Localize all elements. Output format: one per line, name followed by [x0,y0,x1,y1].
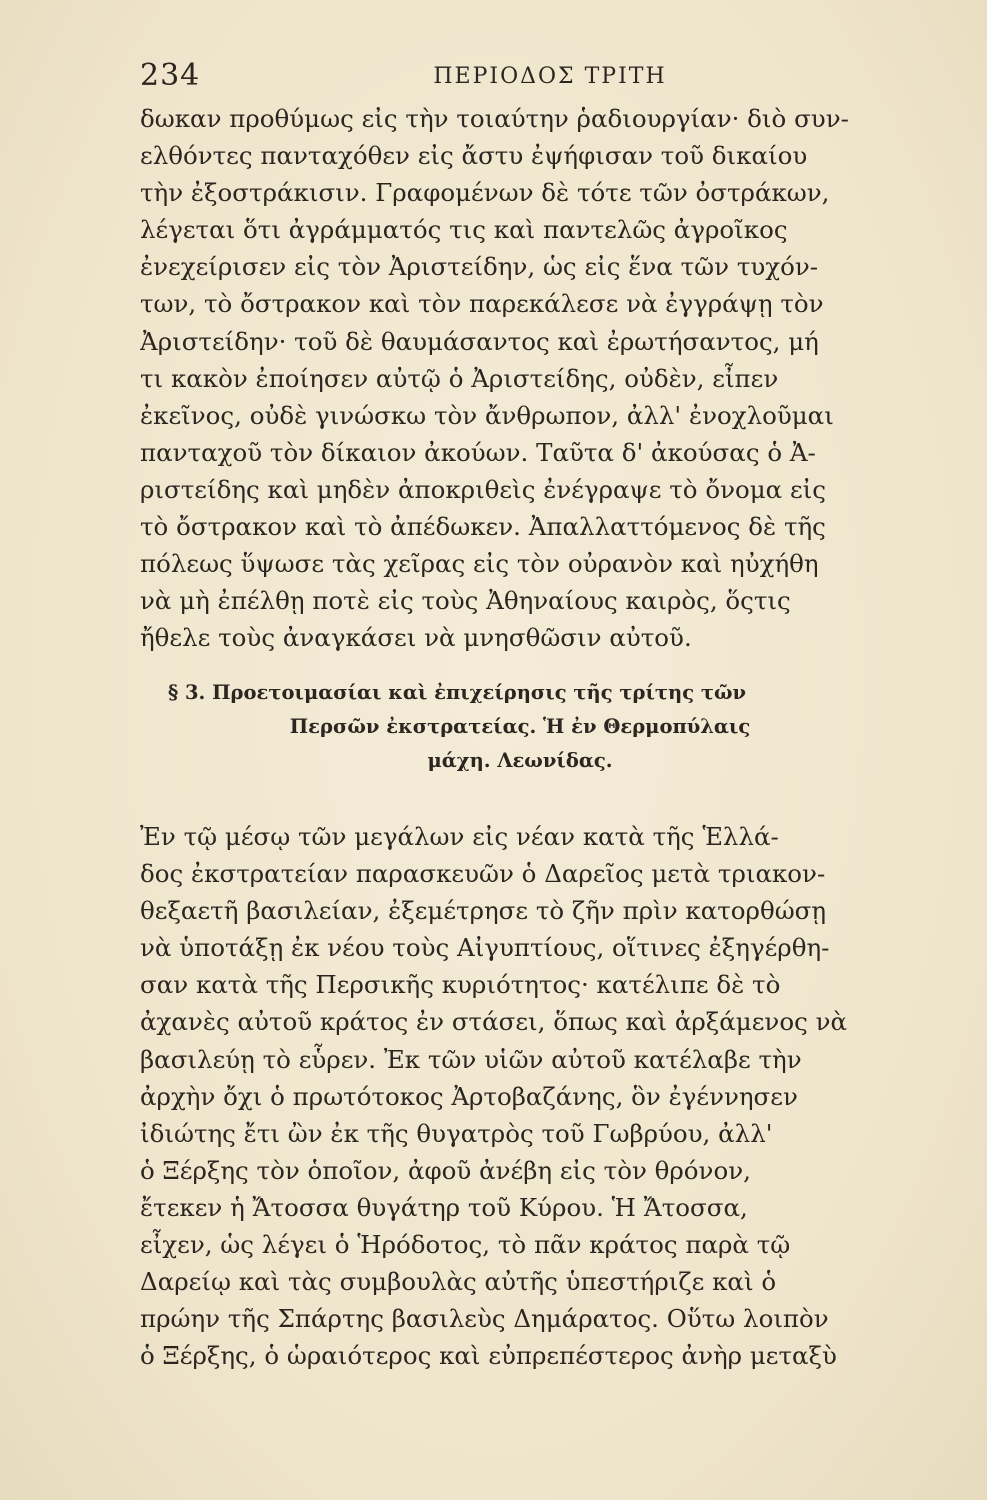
text-line: ριστείδης καὶ μηδὲν ἀποκριθεὶς ἐνέγραψε τὸ ὄνομα εἰς [140,474,827,504]
text-line: Ἀριστείδην· τοῦ δὲ θαυμάσαντος καὶ ἐρωτήσαντος, μή [140,326,819,356]
text-line: εἶχεν, ὡς λέγει ὁ Ἡρόδοτος, τὸ πᾶν κράτος παρὰ τῷ [140,1230,791,1260]
text-line: Περσῶν ἐκστρατείας. Ἡ ἐν Θερμοπύλαις [289,715,751,738]
text-line: δος ἐκστρατείαν παρασκευῶν ὁ Δαρεῖος μετὰ τριακον- [140,859,826,889]
text-line: πρώην τῆς Σπάρτης βασιλεὺς Δημάρατος. Οὕτω λοιπὸν [140,1304,829,1334]
text-line: ἔτεκεν ἡ Ἄτοσσα θυγάτηρ τοῦ Κύρου. Ἡ Ἄτοσσα, [140,1192,748,1222]
page-header [140,58,880,98]
text-line: λέγεται ὅτι ἀγράμματός τις καὶ παντελῶς ἀγροῖκος [140,215,788,245]
paragraph-1 [140,100,900,656]
text-line: ἤθελε τοὺς ἀναγκάσει νὰ μνησθῶσιν αὐτοῦ. [140,623,692,653]
text-line: μάχη. Λεωνίδας. [427,749,613,772]
running-head: ΠΕΡΙΟΔΟΣ ΤΡΙΤΗ [433,64,667,89]
text-line: θεξαετῆ βασιλείαν, ἐξεμέτρησε τὸ ζῆν πρὶν κατορθώσῃ [140,896,827,926]
text-line: νὰ μὴ ἐπέλθῃ ποτὲ εἰς τοὺς Ἀθηναίους καιρὸς, ὅςτις [140,586,791,616]
text-line: ελθόντες πανταχόθεν εἰς ἄστυ ἐψήφισαν τοῦ δικαίου [140,141,808,171]
text-line: τὴν ἐξοστράκισιν. Γραφομένων δὲ τότε τῶν ὀστράκων, [140,178,830,208]
text-line: Δαρείῳ καὶ τὰς συμβουλὰς αὐτῆς ὑπεστήριζε καὶ ὁ [140,1267,777,1297]
paragraph-2 [140,818,900,1374]
text-line: τι κακὸν ἐποίησεν αὐτῷ ὁ Ἀριστείδης, οὐδὲν, εἶπεν [140,363,779,393]
text-line: § 3. Προετοιμασίαι καὶ ἐπιχείρησις τῆς τρίτης τῶν [168,681,747,704]
text-line: των, τὸ ὄστρακον καὶ τὸν παρεκάλεσε νὰ ἐγγράψῃ τὸν [140,289,824,319]
text-line: ὁ Ξέρξης, ὁ ὡραιότερος καὶ εὐπρεπέστερος ἀνὴρ μεταξὺ [140,1341,837,1371]
text-line: ἐνεχείρισεν εἰς τὸν Ἀριστείδην, ὡς εἰς ἕνα τῶν τυχόν- [140,252,819,282]
text-line: τὸ ὄστρακον καὶ τὸ ἀπέδωκεν. Ἀπαλλαττόμενος δὲ τῆς [140,512,826,542]
text-line: πανταχοῦ τὸν δίκαιον ἀκούων. Ταῦτα δ' ἀκούσας ὁ Ἀ- [140,437,816,467]
text-line: ἀχανὲς αὐτοῦ κράτος ἐν στάσει, ὅπως καὶ ἀρξάμενος νὰ [140,1007,848,1037]
page-number: 234 [140,58,201,93]
text-line: ἀρχὴν ὄχι ὁ πρωτότοκος Ἀρτοβαζάνης, ὃν ἐγέννησεν [140,1081,798,1111]
text-line: ὁ Ξέρξης τὸν ὁποῖον, ἀφοῦ ἀνέβη εἰς τὸν θρόνον, [140,1155,751,1185]
text-line: ἐκεῖνος, οὐδὲ γινώσκω τὸν ἄνθρωπον, ἀλλ' ἐνοχλοῦμαι [140,400,834,430]
text-line: ἰδιώτης ἔτι ὢν ἐκ τῆς θυγατρὸς τοῦ Γωβρύου, ἀλλ' [140,1118,773,1148]
section-heading [140,676,900,778]
text-line: πόλεως ὕψωσε τὰς χεῖρας εἰς τὸν οὐρανὸν καὶ ηὐχήθη [140,549,819,579]
text-line: νὰ ὑποτάξῃ ἐκ νέου τοὺς Αἰγυπτίους, οἵτινες ἐξηγέρθη- [140,933,830,963]
text-line: βασιλεύῃ τὸ εὗρεν. Ἐκ τῶν υἱῶν αὐτοῦ κατέλαβε τὴν [140,1044,802,1074]
text-line: δωκαν προθύμως εἰς τὴν τοιαύτην ῥαδιουργίαν· διὸ συν- [140,104,849,133]
text-line: σαν κατὰ τῆς Περσικῆς κυριότητος· κατέλιπε δὲ τὸ [140,970,781,1000]
text-line: Ἐν τῷ μέσῳ τῶν μεγάλων εἰς νέαν κατὰ τῆς Ἑλλά- [140,822,779,851]
